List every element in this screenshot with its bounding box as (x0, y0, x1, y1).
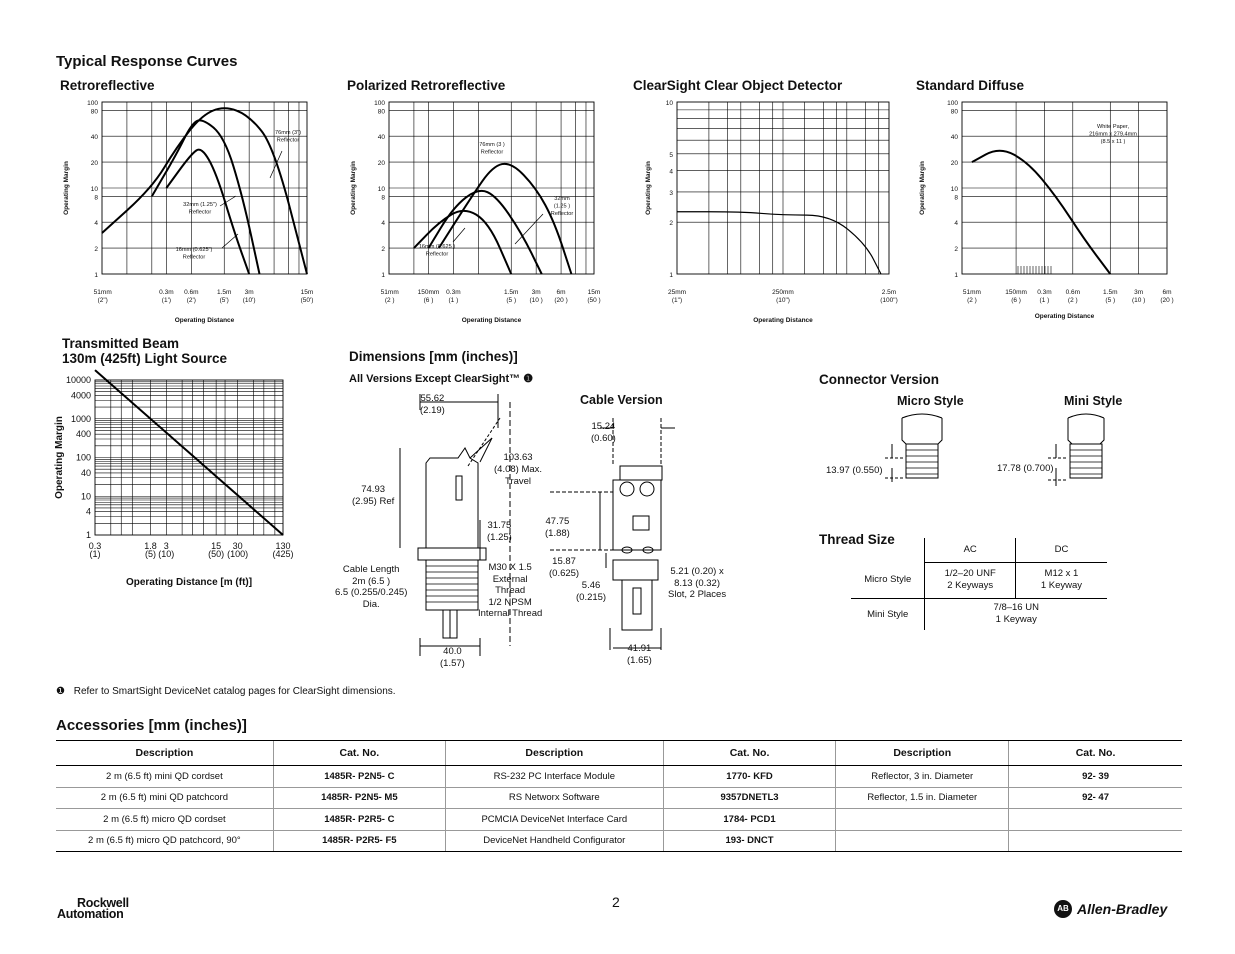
x-tick-label: 1.5m (217, 289, 232, 296)
dim-cable-d: Dia. (362, 598, 380, 610)
y-tick-label: 4 (954, 220, 958, 228)
x-tick-label: 150mm (417, 289, 440, 296)
dim-47-75-a: 47.75 (545, 516, 570, 527)
y-tick-label: 2 (94, 246, 98, 254)
y-tick-label: 40 (80, 467, 91, 478)
micro-dimension: 13.97 (0.550) (826, 465, 883, 476)
x-tick-label: 0.3m (446, 289, 461, 296)
dim-74-93-b: (2.95) Ref (352, 496, 395, 507)
x-tick-label: (425) (272, 549, 294, 559)
footnote-marker: ❶ (56, 686, 65, 697)
y-tick-label: 1 (85, 530, 91, 540)
dim-55-62-in: (2.19) (420, 405, 445, 416)
micro-style-title: Micro Style (897, 394, 964, 408)
x-tick-label: (1") (671, 297, 683, 304)
chart-title-clear: ClearSight Clear Object Detector (633, 78, 843, 93)
dim-thread (478, 562, 542, 620)
y-axis-title: Operating Margin (54, 416, 65, 499)
y-tick-label: 4 (669, 168, 673, 176)
acc-cell: 1485R- P2N5- C (273, 766, 445, 788)
dim-15-24 (591, 421, 616, 445)
dim-5-46-a: 5.46 (581, 580, 601, 591)
x-tick-label: (10') (242, 297, 256, 304)
series-line-0 (677, 212, 881, 274)
annotation-leader (453, 228, 465, 242)
chart-title-retro: Retroreflective (60, 78, 155, 93)
y-axis-title: Operating Margin (350, 161, 357, 215)
acc-cell: 9357DNETL3 (663, 787, 836, 809)
y-tick-label: 2 (381, 246, 385, 254)
x-tick-label: (5) (144, 549, 156, 559)
x-tick-label: (1 ) (1039, 297, 1050, 304)
dim-103-63-a: 103.63 (503, 452, 533, 463)
thread-row-mini: Mini Style (867, 608, 909, 620)
rockwell-logo (57, 898, 129, 920)
acc-cell: 1770- KFD (663, 766, 836, 788)
y-tick-label: 8 (94, 194, 98, 202)
y-tick-label: 40 (950, 134, 958, 142)
y-tick-label: 3 (669, 189, 673, 197)
dim-47-75-b: (1.88) (545, 528, 570, 539)
x-tick-label: 6m (1162, 289, 1172, 296)
dim-thread-b: External (492, 573, 528, 585)
dim-slot-b: 8.13 (0.32) (674, 577, 721, 589)
x-tick-label: 15m (300, 289, 314, 296)
y-tick-label: 20 (90, 160, 98, 168)
acc-cell: 1485R- P2R5- C (273, 809, 445, 831)
beam-title-line2: 130m (425ft) Light Source (62, 351, 228, 366)
thread-blank (851, 538, 925, 562)
dim-cable-b: 2m (6.5 ) (352, 575, 391, 587)
y-tick-label: 1 (94, 272, 98, 279)
y-tick-label: 8 (954, 194, 958, 202)
x-tick-label: 3 (163, 541, 169, 551)
dim-cable-length (335, 564, 407, 610)
thread-mini-a: 7/8–16 UN (993, 602, 1039, 614)
y-axis-title: Operating Margin (919, 161, 926, 215)
annotation-text: 16mm (0.625") (175, 247, 213, 253)
mini-style-title: Mini Style (1064, 394, 1123, 408)
y-tick-label: 1 (381, 272, 385, 279)
dim-thread-d: 1/2 NPSM (488, 596, 532, 608)
y-tick-label: 40 (90, 134, 98, 142)
acc-cell: RS Networx Software (445, 787, 663, 809)
thread-size-title: Thread Size (819, 532, 895, 547)
annotation-text: (1.25 ) (553, 203, 571, 210)
dim-31-75-a: 31.75 (487, 520, 512, 531)
dim-47-75 (545, 516, 570, 540)
beam-title-line1: Transmitted Beam (62, 336, 180, 351)
y-tick-label: 20 (377, 160, 385, 168)
annotation-text: White Paper, (1096, 124, 1130, 130)
acc-cell (836, 830, 1009, 852)
x-tick-label: 51mm (93, 289, 112, 296)
y-tick-label: 10 (950, 186, 958, 193)
dim-31-75 (487, 520, 512, 544)
y-tick-label: 100 (75, 452, 91, 463)
x-tick-label: (1 ) (448, 297, 459, 304)
acc-cell: DeviceNet Handheld Configurator (445, 830, 663, 852)
annotation-text: 216mm x 279.4mm (1089, 131, 1137, 138)
dim-15-24-a: 15.24 (591, 421, 616, 432)
x-tick-label: (50') (300, 297, 314, 304)
acc-cell: Reflector, 1.5 in. Diameter (836, 787, 1009, 809)
annotation-text: 32mm (1.25") (183, 202, 217, 208)
annotation-text: Reflector (276, 137, 300, 144)
y-tick-label: 10 (90, 186, 98, 193)
y-tick-label: 100 (87, 100, 98, 107)
acc-cell: 2 m (6.5 ft) micro QD cordset (56, 809, 273, 831)
footnote-text: Refer to SmartSight DeviceNet catalog pages for ClearSight dimensions. (73, 686, 396, 697)
table-row (56, 766, 1182, 788)
x-axis-title: Operating Distance (753, 317, 813, 324)
x-tick-label: (50) (208, 549, 225, 559)
x-tick-label: 130 (275, 541, 291, 551)
dim-thread-a: M30 X 1.5 (488, 562, 532, 573)
series-line-0 (972, 151, 1110, 274)
x-tick-label: 1.8 (144, 541, 157, 551)
x-tick-label: (10 ) (529, 297, 543, 304)
x-tick-label: 15 (211, 541, 222, 551)
dim-74-93-a: 74.93 (361, 484, 386, 495)
accessories-title: Accessories [mm (inches)] (56, 717, 247, 734)
acc-cell: 1784- PCD1 (663, 809, 836, 831)
x-tick-label: (10") (776, 297, 790, 304)
x-tick-label: (2 ) (384, 297, 395, 304)
beam-chart (50, 372, 300, 604)
x-tick-label: 6m (556, 289, 566, 296)
dim-slot-a: 5.21 (0.20) x (670, 566, 724, 577)
dim-31-75-b: (1.25) (487, 532, 512, 543)
acc-cell (1009, 830, 1182, 852)
cable-version-title: Cable Version (580, 393, 663, 407)
chart-title-diffuse: Standard Diffuse (916, 78, 1025, 93)
annotation-leader (220, 196, 236, 206)
y-tick-label: 80 (377, 108, 385, 116)
thread-row-micro: Micro Style (851, 562, 925, 598)
x-tick-label: (6 ) (423, 297, 434, 304)
acc-head-cat-3: Cat. No. (1009, 741, 1182, 766)
allen-bradley-logo: Allen-Bradley (1077, 901, 1168, 917)
annotation-text: Reflector (480, 149, 504, 156)
series-line-0 (95, 370, 283, 535)
x-tick-label: (5') (219, 297, 229, 304)
footnote (56, 686, 396, 697)
dim-15-24-b: (0.60) (591, 433, 616, 444)
x-tick-label: 150mm (1005, 289, 1027, 296)
acc-cell: 92- 39 (1009, 766, 1182, 788)
y-tick-label: 100 (374, 100, 385, 107)
acc-head-cat-2: Cat. No. (663, 741, 836, 766)
y-tick-label: 10 (377, 186, 385, 193)
connector-drawing (880, 410, 1140, 495)
x-tick-label: 1.5m (1103, 289, 1118, 296)
x-tick-label: (6 ) (1011, 297, 1021, 304)
thread-col-ac: AC (925, 538, 1015, 562)
dim-cable-c: 6.5 (0.255/0.245) (335, 587, 408, 598)
x-tick-label: 51mm (380, 289, 399, 296)
page-number: 2 (612, 894, 620, 910)
acc-cell: 2 m (6.5 ft) mini QD cordset (56, 766, 273, 788)
x-tick-label: 0.3 (88, 541, 102, 551)
acc-head-cat-1: Cat. No. (273, 741, 445, 766)
y-tick-label: 10000 (65, 375, 91, 385)
dim-41-91-b: (1.65) (627, 655, 652, 666)
dim-thread-e: Internal Thread (478, 608, 543, 619)
y-tick-label: 400 (75, 429, 91, 440)
annotation-text: Reflector (182, 254, 206, 261)
y-axis-title: Operating Margin (645, 161, 652, 215)
chart-grid (95, 380, 283, 535)
x-tick-label: (50 ) (587, 297, 601, 304)
acc-cell: RS-232 PC Interface Module (445, 766, 663, 788)
dim-15-87-b: (0.625) (549, 568, 580, 579)
acc-cell: 1485R- P2N5- M5 (273, 787, 445, 809)
page-title: Typical Response Curves (56, 53, 238, 70)
retro-chart (60, 96, 315, 328)
thread-mini-b: 1 Keyway (995, 614, 1037, 626)
acc-cell: 92- 47 (1009, 787, 1182, 809)
thread-micro-ac-a: 1/2–20 UNF (944, 568, 996, 579)
table-row (56, 830, 1182, 852)
y-tick-label: 1000 (70, 413, 91, 424)
dimensions-subtitle: All Versions Except ClearSight™ ❶ (349, 373, 534, 385)
acc-cell: 1485R- P2R5- F5 (273, 830, 445, 852)
dimension-drawing (330, 388, 730, 673)
dim-41-91-a: 41.91 (627, 643, 652, 654)
x-tick-label: (20 ) (1160, 297, 1174, 304)
x-tick-label: (2 ) (967, 297, 977, 304)
y-tick-label: 4000 (70, 390, 91, 401)
x-axis-title: Operating Distance (174, 317, 235, 324)
x-tick-label: 2.5m (881, 289, 897, 296)
dim-15-87-a: 15.87 (552, 556, 576, 567)
y-tick-label: 10 (665, 100, 673, 107)
thread-table (851, 538, 1107, 630)
dimensions-title: Dimensions [mm (inches)] (349, 349, 518, 364)
y-axis-title: Operating Margin (63, 161, 70, 215)
acc-head-desc-2: Description (445, 741, 663, 766)
thread-micro-ac-b: 2 Keyways (947, 580, 994, 591)
x-tick-label: 3m (244, 289, 254, 296)
y-tick-label: 10 (80, 491, 91, 502)
connector-title: Connector Version (819, 372, 940, 387)
x-axis-title: Operating Distance [m (ft)] (125, 577, 253, 588)
x-tick-label: 0.3m (159, 289, 174, 296)
table-row (56, 787, 1182, 809)
y-tick-label: 1 (669, 272, 673, 279)
dim-slot (668, 566, 726, 601)
thread-micro-dc (1015, 562, 1107, 598)
x-tick-label: (5 ) (506, 297, 517, 304)
rockwell-logo-line2: Automation (57, 907, 124, 921)
acc-cell: PCMCIA DeviceNet Interface Card (445, 809, 663, 831)
y-tick-label: 80 (950, 108, 958, 116)
annotation-text: 16mm (0.625 ) (418, 244, 456, 250)
x-tick-label: 250mm (772, 289, 794, 296)
beam-title (62, 336, 227, 366)
x-tick-label: (10 ) (1131, 297, 1146, 304)
dim-40-0-b: (1.57) (440, 658, 465, 669)
x-axis-title: Operating Distance (461, 317, 522, 324)
allen-bradley-mark: AB (1054, 900, 1072, 918)
acc-cell: 2 m (6.5 ft) micro QD patchcord, 90° (56, 830, 273, 852)
x-tick-label: 30 (232, 541, 243, 551)
x-tick-label: 3m (531, 289, 541, 296)
x-tick-label: 0.3m (1037, 289, 1052, 296)
x-tick-label: (2') (186, 297, 196, 304)
x-tick-label: 25mm (667, 289, 687, 296)
annotation-text: 32mm (554, 196, 570, 202)
y-tick-label: 2 (954, 246, 958, 254)
acc-cell: 2 m (6.5 ft) mini QD patchcord (56, 787, 273, 809)
y-tick-label: 40 (377, 134, 385, 142)
y-tick-label: 100 (947, 100, 958, 107)
annotation-text: 76mm (3 ) (479, 142, 505, 148)
x-tick-label: 0.6m (184, 289, 199, 296)
x-tick-label: (5 ) (1105, 297, 1116, 304)
y-tick-label: 80 (90, 108, 98, 116)
dim-55-62 (420, 393, 445, 417)
annotation-text: Reflector (550, 211, 574, 217)
dim-41-91 (627, 643, 652, 667)
dim-5-46 (576, 580, 606, 604)
annotation-text: Reflector (425, 251, 449, 258)
x-tick-label: 3m (1134, 289, 1144, 296)
accessories-table (56, 740, 1182, 852)
acc-cell: 193- DNCT (663, 830, 836, 852)
x-tick-label: (20 ) (554, 297, 568, 304)
chart-title-polar: Polarized Retroreflective (347, 78, 506, 93)
x-tick-label: 1.5m (504, 289, 519, 296)
acc-cell (1009, 809, 1182, 831)
acc-cell: Reflector, 3 in. Diameter (836, 766, 1009, 788)
y-tick-label: 20 (950, 160, 958, 168)
y-tick-label: 4 (381, 220, 385, 228)
thread-micro-dc-b: 1 Keyway (1040, 580, 1083, 591)
y-tick-label: 4 (85, 506, 91, 517)
table-row (56, 809, 1182, 831)
x-axis-title: Operating Distance (1034, 313, 1095, 320)
x-tick-label: 51mm (962, 289, 981, 296)
thread-micro-ac (925, 562, 1015, 598)
y-tick-label: 2 (669, 220, 673, 228)
dim-103-63-c: Travel (505, 476, 532, 487)
annotation-text: 76mm (3") (275, 130, 301, 136)
mini-dimension: 17.78 (0.700) (997, 463, 1054, 474)
thread-micro-dc-a: M12 x 1 (1044, 568, 1079, 579)
acc-head-desc-1: Description (56, 741, 273, 766)
annotation-text: (8.5 x 11 ) (1100, 139, 1126, 145)
x-tick-label: (1) (89, 549, 101, 559)
dim-15-87 (549, 556, 579, 580)
y-tick-label: 1 (954, 272, 958, 279)
dim-103-63-b: (4.08) Max. (494, 464, 543, 475)
dim-5-46-b: (0.215) (576, 592, 607, 603)
x-tick-label: 15m (587, 289, 601, 296)
x-tick-label: (2 ) (1067, 297, 1078, 304)
rockwell-logo-line1: Rockwell (77, 896, 129, 910)
x-tick-label: (2") (97, 297, 108, 304)
y-tick-label: 5 (669, 151, 673, 159)
x-tick-label: (10) (158, 549, 175, 559)
diffuse-chart (916, 96, 1176, 328)
dim-cable-a: Cable Length (342, 564, 400, 575)
dim-55-62-mm: 55.62 (420, 393, 445, 404)
dim-40-0 (440, 646, 465, 670)
clear-chart (637, 96, 898, 328)
y-tick-label: 4 (94, 220, 98, 228)
y-tick-label: 8 (381, 194, 385, 202)
dim-40-0-a: 40.0 (443, 646, 462, 657)
x-tick-label: (1') (161, 297, 171, 304)
annotation-text: Reflector (188, 209, 212, 216)
acc-head-desc-3: Description (836, 741, 1009, 766)
chart-grid (677, 102, 889, 274)
chart-grid (962, 102, 1167, 274)
thread-mini-both (925, 598, 1107, 630)
x-tick-label: 0.6m (1065, 289, 1081, 296)
dim-74-93 (352, 484, 394, 508)
acc-cell (836, 809, 1009, 831)
x-tick-label: (100") (880, 297, 898, 304)
dim-slot-c: Slot, 2 Places (668, 589, 727, 600)
series-line-1 (425, 191, 541, 274)
x-tick-label: (100) (227, 549, 249, 559)
polar-chart (347, 96, 602, 328)
dim-103-63 (494, 452, 542, 488)
thread-col-dc: DC (1015, 538, 1107, 562)
dim-thread-c: Thread (495, 585, 526, 596)
